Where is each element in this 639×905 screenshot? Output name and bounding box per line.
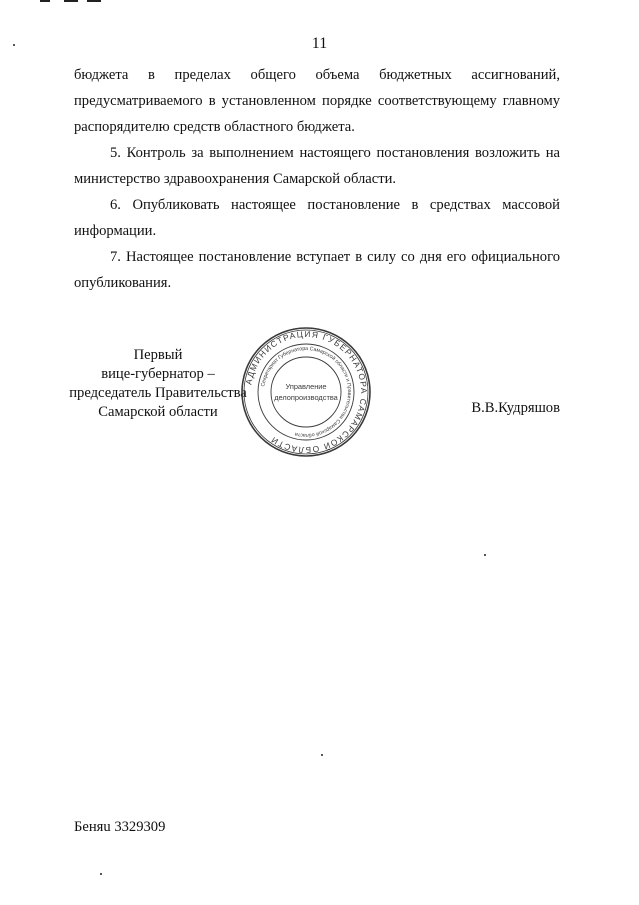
seal-inner-text: Секретариат Губернатора Самарской области и Правительства Самарской области bbox=[260, 345, 353, 439]
scan-artifact-mark bbox=[64, 0, 78, 2]
signatory-title-line: Первый bbox=[133, 347, 183, 363]
signatory-title-line: Самарской области bbox=[98, 404, 218, 420]
document-footer-reference: Беняu 3329309 bbox=[74, 819, 166, 835]
body-text bbox=[74, 62, 560, 296]
signatory-title-line: вице-губернатор – bbox=[101, 366, 215, 382]
paragraph-item-6: 6. Опубликовать настоящее постановление в средствах массовой информации. bbox=[74, 197, 560, 239]
paragraph-item-5: 5. Контроль за выполнением настоящего постановления возложить на министерство здравоохранения Самарской области. bbox=[74, 145, 560, 187]
page-number: 11 bbox=[311, 35, 328, 52]
scan-artifact-mark bbox=[87, 0, 101, 2]
paragraph-budget-continuation: бюджета в пределах общего объема бюджетных ассигнований, предусматриваемого в установленном порядке соответствующему главному распорядителю средств областного бюджета. bbox=[74, 67, 560, 135]
seal-center-line: Управление bbox=[285, 382, 327, 391]
signatory-name: В.В.Кудряшов bbox=[471, 400, 560, 416]
scan-artifact-dot bbox=[100, 873, 102, 875]
scan-artifact-mark bbox=[40, 0, 50, 2]
scan-artifact-dot bbox=[484, 554, 486, 556]
official-seal-stamp bbox=[240, 326, 372, 458]
signatory-title bbox=[60, 346, 256, 422]
scan-artifact-dot bbox=[321, 754, 323, 756]
svg-text:Секретариат Губернатора Самарс bbox=[260, 346, 352, 438]
seal-center-line: делопроизводства bbox=[274, 393, 338, 402]
paragraph-item-7: 7. Настоящее постановление вступает в силу со дня его официального опубликования. bbox=[74, 249, 560, 291]
signatory-title-line: председатель Правительства bbox=[69, 385, 247, 401]
seal-outer-text: АДМИНИСТРАЦИЯ ГУБЕРНАТОРА САМАРСКОЙ ОБЛАСТИ bbox=[243, 328, 370, 456]
